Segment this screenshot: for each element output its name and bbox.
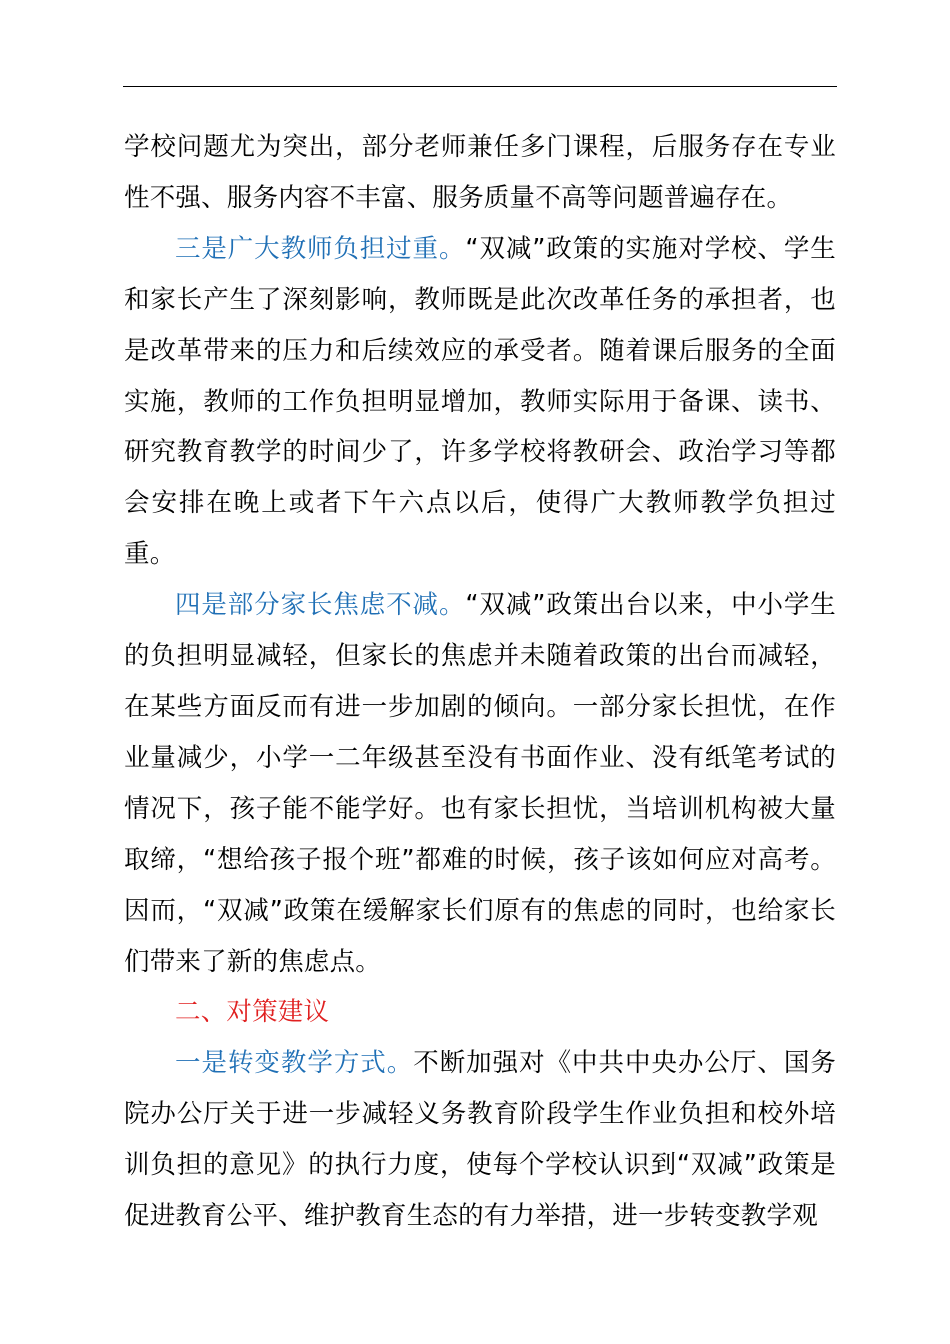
paragraph-teaching-method: [124, 1038, 836, 1242]
paragraph-teacher-burden: [124, 224, 836, 580]
paragraph-text: 不断加强对《中共中央办公厅、国务院办公厅关于进一步减轻义务教育阶段学生作业负担和校外培训负担的意见》的执行力度，使每个学校认识到“双减”政策是促进教育公平、维护教育生态的有力举措，进一步转变教学观: [124, 1048, 836, 1232]
header-rule: [123, 86, 837, 87]
document-body: [124, 122, 836, 1242]
paragraph-text: 学校问题尤为突出，部分老师兼任多门课程，后服务存在专业性不强、服务内容不丰富、服务质量不高等问题普遍存在。: [124, 132, 836, 213]
paragraph-parent-anxiety: [124, 580, 836, 987]
paragraph-text: “双减”政策的实施对学校、学生和家长产生了深刻影响，教师既是此次改革任务的承担者，也是改革带来的压力和后续效应的承受者。随着课后服务的全面实施，教师的工作负担明显增加，教师实际用于备课、读书、研究教育教学的时间少了，许多学校将教研会、政治学习等都会安排在晚上或者下午六点以后，使得广大教师教学负担过重。: [124, 233, 836, 570]
paragraph-lead: 三是广大教师负担过重。: [175, 233, 466, 264]
section-heading: 二、对策建议: [175, 997, 330, 1028]
paragraph-lead: 四是部分家长焦虑不减。: [175, 590, 466, 621]
paragraph-continuation: [124, 122, 836, 224]
paragraph-lead: 一是转变教学方式。: [175, 1048, 414, 1079]
paragraph-text: “双减”政策出台以来，中小学生的负担明显减轻，但家长的焦虑并未随着政策的出台而减轻，在某些方面反而有进一步加剧的倾向。一部分家长担忧，在作业量减少，小学一二年级甚至没有书面作业、没有纸笔考试的情况下，孩子能不能学好。也有家长担忧，当培训机构被大量取缔，“想给孩子报个班”都难的时候，孩子该如何应对高考。因而，“双减”政策在缓解家长们原有的焦虑的同时，也给家长们带来了新的焦虑点。: [124, 590, 836, 977]
